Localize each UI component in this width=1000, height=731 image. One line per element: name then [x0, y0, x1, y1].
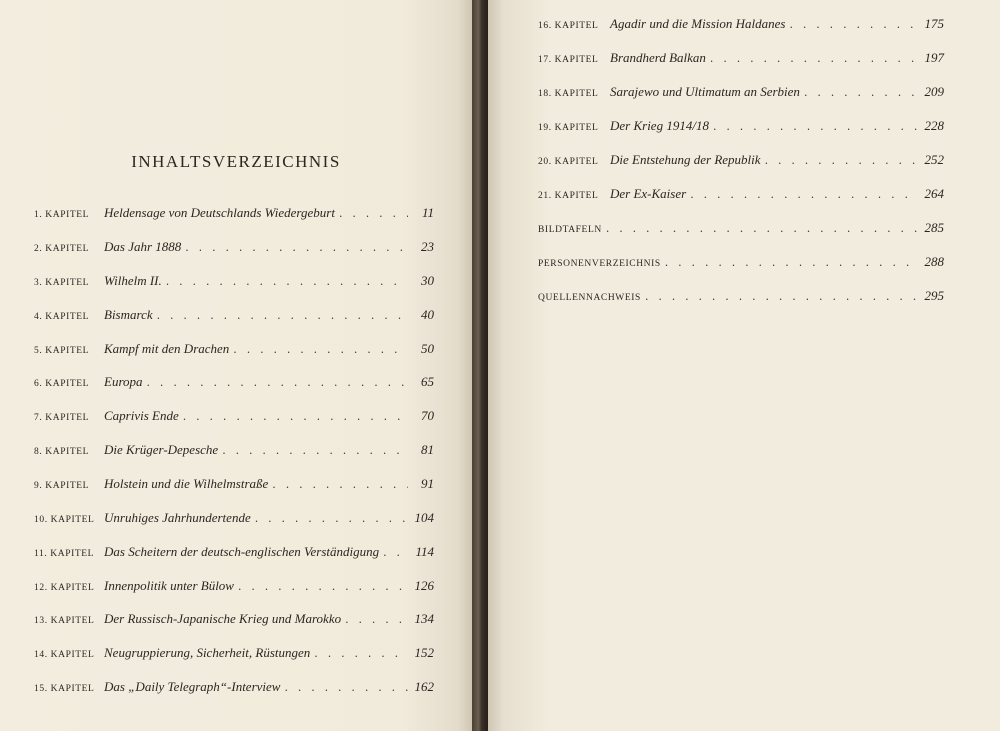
book-gutter	[472, 0, 488, 731]
toc-section	[538, 254, 944, 274]
section-label: PERSONENVERZEICHNIS	[538, 259, 661, 269]
page-number: 114	[415, 544, 434, 559]
toc-entry	[34, 442, 434, 462]
toc-entry	[34, 679, 434, 699]
page-number: 104	[414, 510, 434, 525]
page-number: 23	[421, 239, 434, 254]
chapter-title: Kampf mit den Drachen	[104, 341, 230, 356]
chapter-title: Sarajewo und Ultimatum an Serbien	[610, 84, 800, 99]
chapter-number: 8. KAPITEL	[34, 447, 90, 457]
toc-entry	[538, 118, 944, 138]
chapter-number: 21. KAPITEL	[538, 191, 599, 201]
toc-entry	[34, 578, 434, 598]
chapter-title: Der Ex-Kaiser	[610, 186, 687, 201]
page-number: 252	[924, 152, 944, 167]
chapter-number: 17. KAPITEL	[538, 55, 599, 65]
chapter-title: Holstein und die Wilhelmstraße	[104, 476, 269, 491]
chapter-number: 18. KAPITEL	[538, 89, 599, 99]
chapter-number: 9. KAPITEL	[34, 481, 90, 491]
chapter-title: Europa	[104, 374, 143, 389]
chapter-title: Brandherd Balkan	[610, 50, 706, 65]
page-number: 209	[924, 84, 944, 99]
chapter-title: Neugruppierung, Sicherheit, Rüstungen	[104, 645, 311, 660]
chapter-number: 19. KAPITEL	[538, 123, 599, 133]
page-number: 30	[421, 273, 434, 288]
page-number: 264	[924, 186, 944, 201]
toc-entry	[538, 50, 944, 70]
section-label: QUELLENNACHWEIS	[538, 293, 641, 303]
chapter-number: 15. KAPITEL	[34, 684, 95, 694]
leader-dots	[272, 478, 408, 491]
chapter-number: 16. KAPITEL	[538, 21, 599, 31]
toc-entry	[34, 645, 434, 665]
leader-dots	[157, 309, 408, 322]
toc-entry	[34, 273, 434, 293]
chapter-title: Die Krüger-Depesche	[104, 442, 219, 457]
chapter-number: 1. KAPITEL	[34, 210, 90, 220]
chapter-number: 6. KAPITEL	[34, 379, 90, 389]
leader-dots	[222, 444, 408, 457]
leader-dots	[238, 580, 408, 593]
chapter-number: 2. KAPITEL	[34, 244, 90, 254]
leader-dots	[339, 207, 408, 220]
leader-dots	[606, 222, 918, 235]
leader-dots	[185, 241, 408, 254]
leader-dots	[255, 512, 408, 525]
chapter-number: 11. KAPITEL	[34, 549, 95, 559]
leader-dots	[710, 52, 918, 65]
chapter-title: Das „Daily Telegraph“-Interview	[104, 679, 281, 694]
chapter-title: Heldensage von Deutschlands Wiedergeburt	[104, 205, 335, 220]
leader-dots	[284, 681, 408, 694]
page-number: 162	[414, 679, 434, 694]
page-number: 197	[924, 50, 944, 65]
left-page	[0, 0, 472, 731]
toc-section	[538, 288, 944, 308]
chapter-title: Der Krieg 1914/18	[610, 118, 709, 133]
leader-dots	[645, 290, 918, 303]
chapter-title: Agadir und die Mission Haldanes	[610, 16, 786, 31]
toc-entry	[34, 510, 434, 530]
leader-dots	[690, 188, 918, 201]
leader-dots	[233, 343, 408, 356]
toc-entry	[538, 186, 944, 206]
toc-entry	[538, 84, 944, 104]
chapter-number: 10. KAPITEL	[34, 515, 95, 525]
chapter-title: Caprivis Ende	[104, 408, 179, 423]
chapter-number: 13. KAPITEL	[34, 616, 95, 626]
toc-entry	[34, 307, 434, 327]
page-number: 152	[414, 645, 434, 660]
page-number: 70	[421, 408, 434, 423]
leader-dots	[804, 86, 918, 99]
toc-entry	[34, 341, 434, 361]
page-number: 91	[421, 476, 434, 491]
toc-entry	[34, 374, 434, 394]
page-title: INHALTSVERZEICHNIS	[131, 152, 341, 171]
chapter-title: Das Jahr 1888	[104, 239, 182, 254]
page-number: 50	[421, 341, 434, 356]
leader-dots	[345, 613, 408, 626]
page-number: 288	[924, 254, 944, 269]
chapter-title: Wilhelm II.	[104, 273, 162, 288]
chapter-title: Das Scheitern der deutsch-englischen Verständigung	[104, 544, 380, 559]
leader-dots	[383, 546, 408, 559]
chapter-title: Der Russisch-Japanische Krieg und Marokko	[104, 611, 342, 626]
chapter-number: 12. KAPITEL	[34, 583, 95, 593]
chapter-number: 14. KAPITEL	[34, 650, 95, 660]
chapter-title: Unruhiges Jahrhundertende	[104, 510, 251, 525]
page-number: 285	[924, 220, 944, 235]
toc-entry	[34, 476, 434, 496]
chapter-number: 4. KAPITEL	[34, 312, 90, 322]
page-number: 134	[414, 611, 434, 626]
leader-dots	[166, 275, 408, 288]
chapter-number: 5. KAPITEL	[34, 346, 90, 356]
page-number: 295	[924, 288, 944, 303]
leader-dots	[183, 410, 408, 423]
chapter-title: Die Entstehung der Republik	[610, 152, 761, 167]
chapter-title: Innenpolitik unter Bülow	[104, 578, 234, 593]
page-number: 126	[414, 578, 434, 593]
toc-entry	[34, 205, 434, 225]
page-number: 175	[924, 16, 944, 31]
toc-entry	[34, 239, 434, 259]
chapter-number: 7. KAPITEL	[34, 413, 90, 423]
toc-entry	[34, 544, 434, 564]
toc-section	[538, 220, 944, 240]
chapter-number: 3. KAPITEL	[34, 278, 90, 288]
toc-entry	[34, 611, 434, 631]
page-number: 40	[421, 307, 434, 322]
leader-dots	[314, 647, 408, 660]
leader-dots	[665, 256, 918, 269]
page-number: 11	[421, 205, 434, 220]
page-number: 65	[421, 374, 434, 389]
leader-dots	[147, 376, 408, 389]
toc-entry	[538, 16, 944, 36]
page-number: 81	[421, 442, 434, 457]
toc-entry	[34, 408, 434, 428]
chapter-number: 20. KAPITEL	[538, 157, 599, 167]
chapter-title: Bismarck	[104, 307, 153, 322]
leader-dots	[765, 154, 918, 167]
right-page	[488, 0, 1000, 731]
leader-dots	[790, 18, 919, 31]
page-number: 228	[924, 118, 944, 133]
toc-entry	[538, 152, 944, 172]
section-label: BILDTAFELN	[538, 225, 602, 235]
leader-dots	[713, 120, 918, 133]
